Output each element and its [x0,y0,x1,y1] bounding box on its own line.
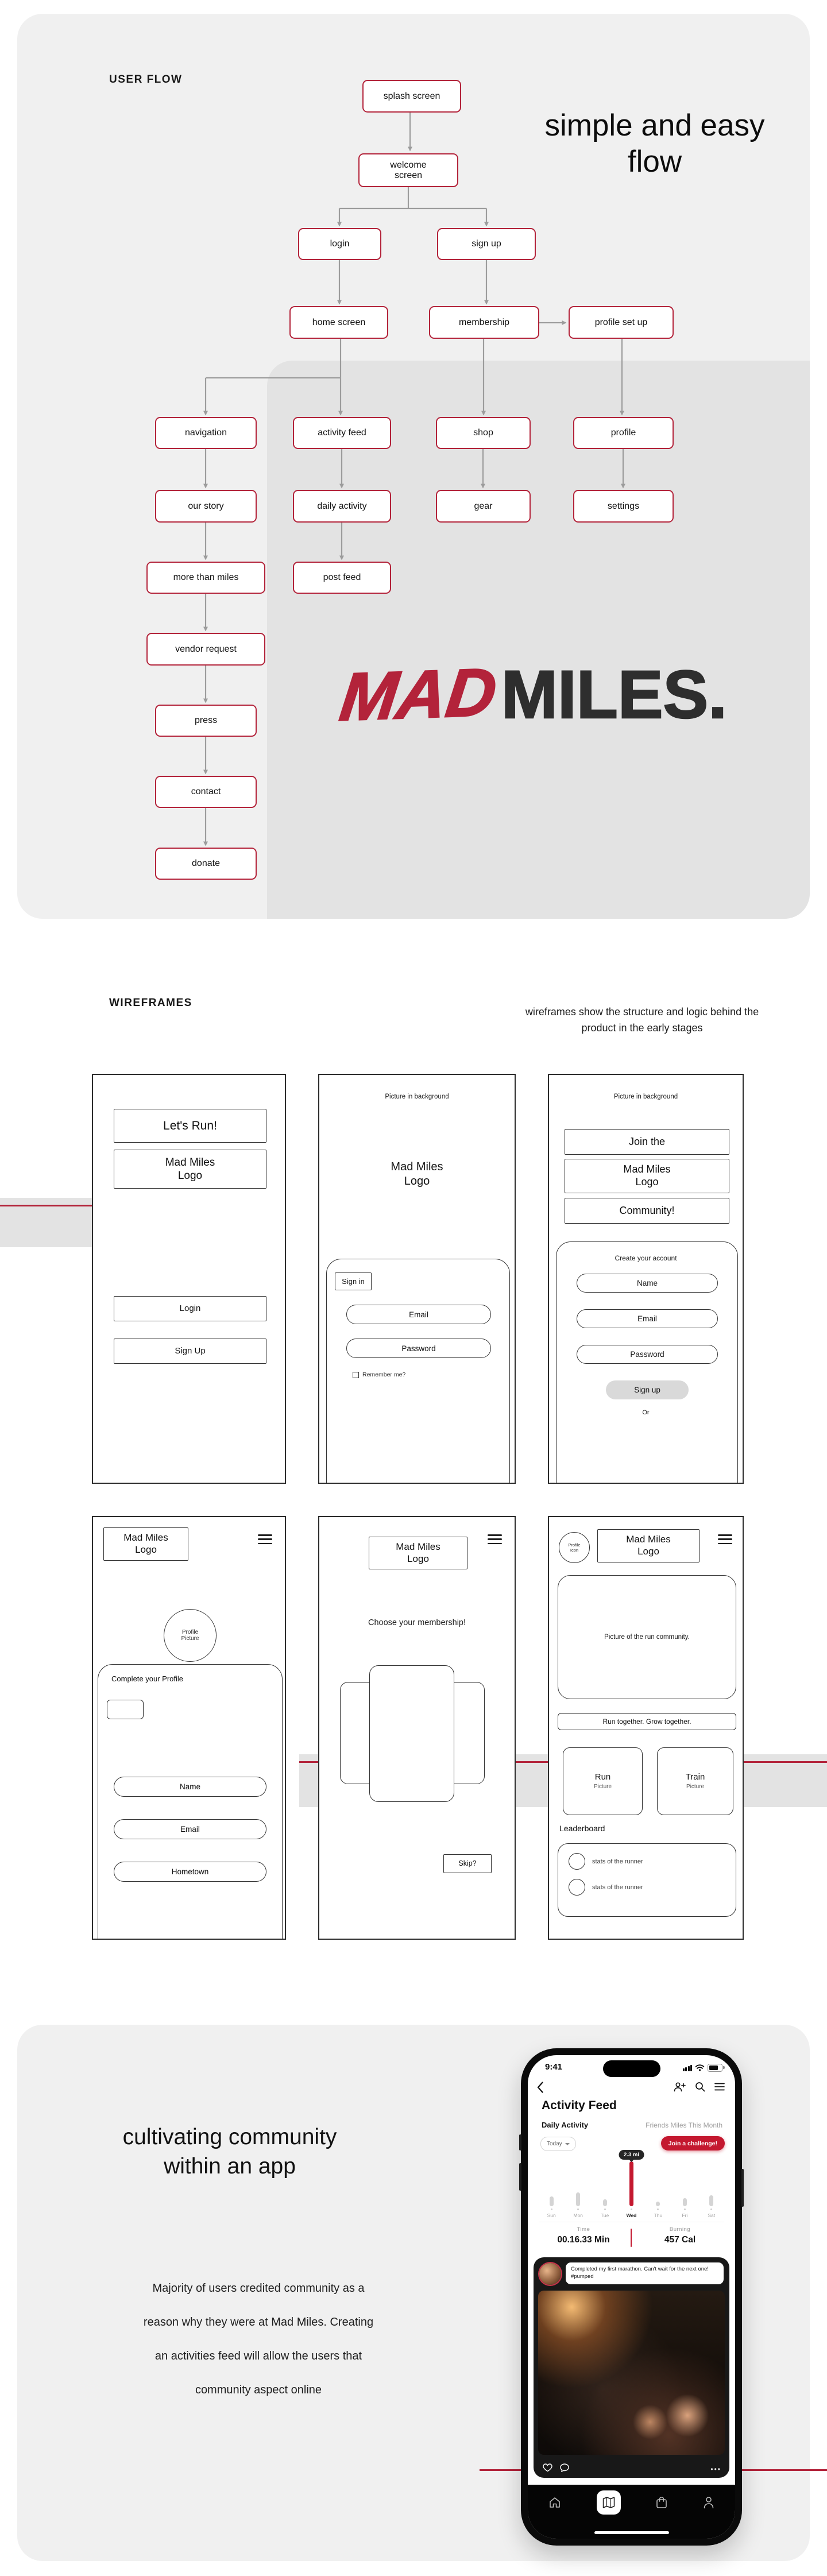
status-time: 9:41 [545,2062,563,2072]
chart-day-label: Mon [573,2213,583,2218]
flow-node-shop: shop [436,417,531,449]
time-value: 00.16.33 Min [557,2235,610,2245]
flow-node-sign-up: sign up [437,228,536,260]
more-icon[interactable]: ••• [710,2465,721,2473]
chart-tick-dot [710,2208,712,2210]
leaderboard-row [569,1853,725,1870]
page-title: Activity Feed [542,2099,617,2112]
signal-icon [683,2065,693,2071]
burning-label: Burning [669,2226,691,2233]
wireframes-caption [476,1004,809,1036]
heart-icon[interactable] [543,2463,552,2472]
wireframe-welcome [92,1074,286,1484]
complete-profile-label: Complete your Profile [111,1674,183,1683]
search-icon[interactable] [695,2082,705,2092]
background-note: Picture in background [613,1093,678,1100]
flow-node-more-than-miles: more than miles [146,562,265,594]
wireframe-profile-setup [92,1516,286,1940]
chart-tooltip: 2.3 mi [619,2150,644,2160]
chart-column-sun [538,2196,565,2218]
signup-button[interactable]: Sign Up [114,1339,266,1364]
flow-node-gear: gear [436,490,531,523]
flow-node-splash-screen: splash screen [362,80,461,113]
flow-node-our-story: our story [155,490,257,523]
email-field[interactable]: Email [577,1309,718,1328]
menu-icon[interactable] [488,1534,502,1544]
signup-button[interactable]: Sign up [606,1380,689,1399]
menu-icon[interactable] [258,1534,272,1544]
chevron-down-icon [565,2143,570,2145]
avatar[interactable] [539,2263,561,2285]
logo-placeholder: Mad Miles Logo [369,1537,467,1569]
train-card[interactable] [657,1747,733,1815]
heading-line1: cultivating community [122,2125,337,2149]
community-picture-placeholder: Picture of the run community. [558,1575,736,1699]
today-filter[interactable] [540,2137,576,2151]
wireframes-label: WIREFRAMES [109,997,192,1009]
post-card [534,2257,729,2478]
wireframe-home [548,1516,744,1940]
email-field[interactable]: Email [114,1819,266,1839]
userflow-section [17,14,810,919]
name-field[interactable]: Name [577,1274,718,1293]
dynamic-island [603,2060,660,2077]
phone-screen [528,2055,735,2539]
flow-node-post-feed: post feed [293,562,391,594]
flow-node-membership: membership [429,306,539,339]
chart-day-label: Sat [708,2213,716,2218]
or-label: Or [642,1409,650,1416]
chart-column-wed [618,2161,644,2218]
train-sublabel: Picture [686,1784,705,1790]
chart-column-fri [671,2198,698,2218]
logo-placeholder: Mad Miles Logo [103,1527,188,1561]
wireframe-signup [548,1074,744,1484]
tagline-bar: Run together. Grow together. [558,1713,736,1730]
mute-switch [519,2134,521,2150]
run-card[interactable] [563,1747,643,1815]
chart-tick-dot [577,2208,579,2210]
community-banner: Community! [565,1198,729,1224]
chart-bar [656,2202,660,2206]
tab-friends-miles[interactable]: Friends Miles This Month [646,2121,722,2129]
post-text: Completed my first marathon. Can't wait for the next one! #pumped [566,2262,724,2284]
chart-tick-dot [551,2208,552,2210]
remember-label: Remember me? [362,1371,406,1378]
chart-day-label: Fri [682,2213,688,2218]
userflow-label: USER FLOW [109,74,183,86]
flow-node-settings: settings [573,490,674,523]
post-photo [538,2291,725,2455]
wireframe-signin [318,1074,516,1484]
tab-daily-activity[interactable]: Daily Activity [542,2121,589,2129]
caption-line1: wireframes show the structure and logic behind the [525,1006,759,1018]
choose-membership-label: Choose your membership! [368,1618,466,1627]
flow-node-navigation: navigation [155,417,257,449]
flow-node-home-screen: home screen [289,306,388,339]
password-field[interactable]: Password [346,1339,491,1358]
email-field[interactable]: Email [346,1305,491,1324]
runner-avatar [569,1879,585,1896]
hometown-field[interactable]: Hometown [114,1862,266,1882]
train-label: Train [685,1772,705,1782]
battery-icon [708,2064,722,2072]
tagline-line2: flow [627,145,682,179]
power-button [741,2169,744,2207]
logo-text: Mad Miles Logo [391,1161,443,1188]
chart-day-label: Thu [654,2213,663,2218]
community-heading [57,2122,402,2181]
stat-divider [631,2229,632,2247]
leaderboard-label: Leaderboard [559,1824,605,1833]
flow-node-login: login [298,228,381,260]
lets-run-banner: Let's Run! [114,1109,266,1143]
wireframe-membership [318,1516,516,1940]
signin-label: Sign in [335,1272,372,1290]
home-indicator [594,2531,669,2534]
comment-icon[interactable] [560,2463,569,2472]
map-icon[interactable] [597,2490,621,2515]
wifi-icon [695,2064,705,2071]
add-friend-icon[interactable] [674,2082,686,2092]
leaderboard-row [569,1879,725,1896]
chart-tick-dot [657,2208,659,2210]
chart-column-mon [565,2192,591,2218]
logo-placeholder: Mad Miles Logo [114,1150,266,1189]
time-label: Time [577,2226,590,2233]
profile-icon[interactable] [703,2496,714,2509]
profile-picture-placeholder[interactable]: Profile Picture [164,1609,217,1662]
background-note: Picture in background [385,1093,449,1100]
flow-node-profile-set-up: profile set up [569,306,674,339]
flow-node-profile: profile [573,417,674,449]
run-label: Run [594,1772,611,1782]
chart-bar [709,2195,713,2206]
chart-bar [603,2199,607,2206]
today-label: Today [547,2141,562,2147]
chart-column-tue [592,2199,618,2218]
logo-placeholder: Mad Miles Logo [597,1529,700,1562]
menu-icon[interactable] [718,1534,732,1544]
checkbox-icon[interactable] [353,1372,359,1378]
chart-bar [576,2192,580,2206]
caption-line2: product in the early stages [581,1022,703,1034]
runner-stats: stats of the runner [592,1858,643,1865]
chart-bar [629,2161,633,2206]
flow-node-press: press [155,705,257,737]
post-actions [543,2463,569,2472]
run-sublabel: Picture [593,1784,612,1790]
burning-value: 457 Cal [664,2235,696,2245]
chart-day-label: Wed [626,2213,637,2218]
password-field[interactable]: Password [577,1345,718,1364]
membership-card-center[interactable] [369,1665,454,1802]
login-button[interactable]: Login [114,1296,266,1321]
flow-node-donate: donate [155,848,257,880]
chart-tick-dot [684,2208,686,2210]
chart-day-label: Sun [547,2213,556,2218]
profile-icon-placeholder[interactable]: Profile Icon [559,1532,590,1563]
menu-icon[interactable] [714,2083,725,2091]
leaderboard-card [558,1843,736,1917]
runner-stats: stats of the runner [592,1883,643,1891]
chart-tick-dot [604,2208,606,2210]
logo-miles: MILES. [501,657,728,733]
flow-node-contact: contact [155,776,257,808]
flow-node-daily-activity: daily activity [293,490,391,523]
bottom-nav [528,2485,735,2539]
chart-bar [550,2196,554,2206]
skip-button[interactable]: Skip? [443,1854,492,1873]
logo-mad: MAD [336,654,501,736]
chart-column-thu [645,2202,671,2218]
time-stat [540,2226,627,2245]
madmiles-logo [287,656,781,734]
chart-tick-dot [631,2208,632,2210]
name-field[interactable]: Name [114,1777,266,1797]
join-the-banner: Join the [565,1129,729,1155]
remember-me[interactable] [353,1371,405,1378]
logo-placeholder: Mad Miles Logo [565,1159,729,1193]
header-actions [674,2082,725,2092]
flow-node-vendor-request: vendor request [146,633,265,666]
phone-mockup [521,2048,742,2546]
status-icons [683,2064,723,2072]
volume-button [519,2163,521,2191]
chart-bar [683,2198,687,2206]
heading-line2: within an app [164,2154,296,2179]
userflow-tagline [500,107,810,180]
community-paragraph: Majority of users credited community as a reason why they were at Mad Miles. Creating an activities feed will allow the users that community aspect online [143,2282,374,2396]
burning-stat [637,2226,723,2245]
chart-column-sat [698,2195,725,2218]
runner-avatar [569,1853,585,1870]
small-input[interactable] [107,1700,144,1719]
home-icon[interactable] [548,2496,561,2509]
create-account-label: Create your account [615,1254,677,1262]
back-icon[interactable] [537,2082,543,2096]
tagline-line1: simple and easy [544,109,765,142]
bag-icon[interactable] [656,2496,667,2509]
chart-day-label: Tue [600,2213,609,2218]
activity-chart [538,2152,725,2218]
flow-node-activity-feed: activity feed [293,417,391,449]
decor-line-left [0,1205,92,1206]
join-challenge-button[interactable]: Join a challenge! [661,2136,725,2150]
flow-node-welcome-screen: welcome screen [358,153,458,187]
